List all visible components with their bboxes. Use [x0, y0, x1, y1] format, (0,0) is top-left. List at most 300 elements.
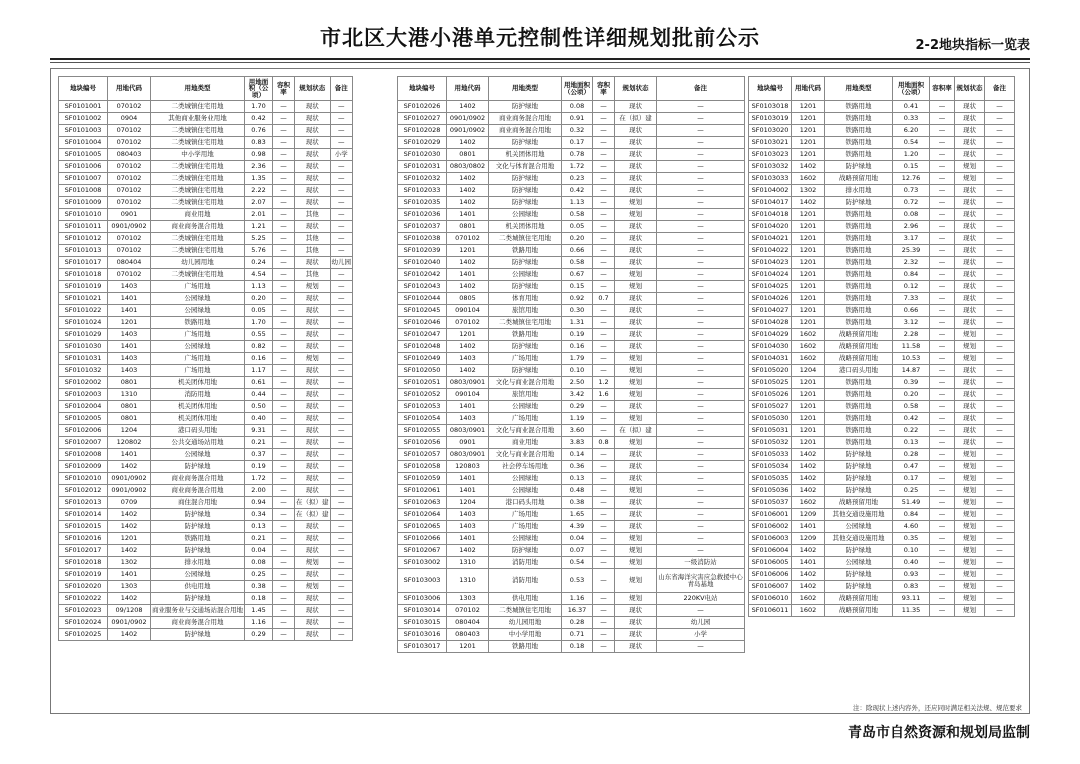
cell-far: —	[273, 137, 295, 149]
cell-area: 0.83	[245, 137, 273, 149]
cell-code: SF0101011	[59, 221, 108, 233]
cell-far: —	[273, 473, 295, 485]
cell-note: —	[657, 389, 745, 401]
cell-area: 3.17	[893, 233, 930, 245]
cell-use-type: 公园绿地	[489, 485, 562, 497]
cell-area: 0.84	[893, 269, 930, 281]
cell-status: 现状	[295, 401, 331, 413]
cell-status: 现状	[295, 329, 331, 341]
cell-code: SF0102039	[398, 245, 447, 257]
cell-status: 现状	[615, 509, 657, 521]
cell-far: —	[930, 425, 955, 437]
cell-code: SF0106011	[749, 605, 792, 617]
cell-use-code: 1402	[108, 545, 151, 557]
cell-code: SF0102019	[59, 569, 108, 581]
cell-note: —	[985, 269, 1015, 281]
column-header-use-code: 用地代码	[108, 77, 151, 101]
cell-use-type: 广场用地	[151, 281, 245, 293]
cell-area: 0.53	[562, 569, 593, 593]
cell-code: SF0102008	[59, 449, 108, 461]
cell-far: —	[593, 113, 615, 125]
cell-status: 现状	[295, 617, 331, 629]
cell-use-code: 1201	[792, 137, 825, 149]
cell-area: 0.07	[562, 545, 593, 557]
cell-area: 93.11	[893, 593, 930, 605]
cell-code: SF0101007	[59, 173, 108, 185]
cell-status: 现状	[955, 389, 985, 401]
cell-far: —	[930, 497, 955, 509]
cell-use-type: 防护绿地	[489, 137, 562, 149]
cell-far: —	[593, 629, 615, 641]
table-row	[398, 341, 745, 353]
cell-far: —	[273, 221, 295, 233]
table-row	[398, 521, 745, 533]
cell-use-code: 0801	[447, 221, 489, 233]
cell-status: 规划	[295, 353, 331, 365]
cell-status: 现状	[295, 533, 331, 545]
table-row	[749, 509, 1015, 521]
cell-code: SF0104023	[749, 257, 792, 269]
cell-code: SF0102030	[398, 149, 447, 161]
table-row	[59, 245, 353, 257]
cell-status: 现状	[615, 185, 657, 197]
cell-status: 现状	[295, 449, 331, 461]
cell-use-code: 1401	[447, 473, 489, 485]
table-row	[749, 449, 1015, 461]
table-row	[398, 329, 745, 341]
cell-note: —	[657, 521, 745, 533]
cell-use-code: 120803	[447, 461, 489, 473]
cell-use-code: 1402	[108, 461, 151, 473]
cell-code: SF0102064	[398, 509, 447, 521]
cell-use-code: 1201	[447, 641, 489, 653]
cell-code: SF0102040	[398, 257, 447, 269]
cell-status: 规划	[955, 353, 985, 365]
cell-far: —	[593, 173, 615, 185]
cell-use-type: 防护绿地	[825, 485, 893, 497]
cell-status: 规划	[955, 329, 985, 341]
cell-use-type: 机关团体用地	[489, 221, 562, 233]
cell-note: 220KV电站	[657, 593, 745, 605]
cell-status: 现状	[615, 293, 657, 305]
cell-code: SF0102066	[398, 533, 447, 545]
cell-area: 0.13	[893, 437, 930, 449]
cell-use-type: 二类城镇住宅用地	[151, 233, 245, 245]
cell-code: SF0102023	[59, 605, 108, 617]
cell-use-code: 1209	[792, 509, 825, 521]
table-row	[59, 209, 353, 221]
cell-status: 现状	[295, 317, 331, 329]
column-header-use-type: 用地类型	[825, 77, 893, 101]
table-row	[749, 413, 1015, 425]
cell-use-code: 1403	[447, 521, 489, 533]
cell-note: —	[330, 281, 353, 293]
cell-use-code: 1602	[792, 329, 825, 341]
cell-code: SF0102028	[398, 125, 447, 137]
cell-note: —	[985, 101, 1015, 113]
cell-far: —	[930, 101, 955, 113]
cell-use-code: 070102	[447, 605, 489, 617]
cell-code: SF0103016	[398, 629, 447, 641]
cell-use-type: 二类城镇住宅用地	[151, 185, 245, 197]
cell-use-type: 商业服务业与交通场站混合用地	[151, 605, 245, 617]
cell-note: —	[330, 473, 353, 485]
cell-far: —	[273, 437, 295, 449]
cell-use-code: 1402	[447, 101, 489, 113]
cell-status: 现状	[295, 305, 331, 317]
cell-area: 0.40	[245, 413, 273, 425]
table-row	[59, 161, 353, 173]
cell-area: 0.18	[562, 641, 593, 653]
cell-use-type: 二类城镇住宅用地	[151, 161, 245, 173]
column-header-code: 地块编号	[749, 77, 792, 101]
cell-status: 规划	[955, 593, 985, 605]
indicator-table-1	[58, 76, 353, 641]
cell-far: —	[273, 377, 295, 389]
column-header-use-code: 用地代码	[792, 77, 825, 101]
cell-use-type: 防护绿地	[489, 365, 562, 377]
cell-code: SF0105031	[749, 425, 792, 437]
cell-area: 4.39	[562, 521, 593, 533]
cell-note: —	[330, 557, 353, 569]
table-row	[59, 101, 353, 113]
cell-status: 现状	[295, 197, 331, 209]
cell-code: SF0104024	[749, 269, 792, 281]
column-header-area: 用地面积（公顷）	[245, 77, 273, 101]
cell-use-code: 1402	[792, 449, 825, 461]
cell-use-code: 1602	[792, 341, 825, 353]
table-row	[59, 509, 353, 521]
cell-use-type: 商住混合用地	[151, 497, 245, 509]
cell-use-code: 090104	[447, 389, 489, 401]
cell-use-type: 广场用地	[489, 509, 562, 521]
cell-area: 0.40	[893, 557, 930, 569]
table-row	[398, 293, 745, 305]
table-row	[749, 257, 1015, 269]
cell-far: —	[930, 221, 955, 233]
table-row	[749, 245, 1015, 257]
cell-use-type: 战略预留用地	[825, 353, 893, 365]
cell-area: 0.84	[893, 509, 930, 521]
cell-use-code: 070102	[108, 269, 151, 281]
cell-far: —	[273, 521, 295, 533]
cell-note: —	[657, 485, 745, 497]
cell-use-code: 1402	[447, 281, 489, 293]
cell-status: 现状	[295, 137, 331, 149]
table-row	[749, 341, 1015, 353]
cell-status: 规划	[615, 485, 657, 497]
cell-far: —	[273, 617, 295, 629]
cell-note: —	[657, 341, 745, 353]
footnote: 注：除现状上述内容外，还应同时满足相关法规、规范要求	[853, 704, 1022, 712]
cell-status: 现状	[615, 473, 657, 485]
cell-far: —	[930, 185, 955, 197]
table-row	[398, 605, 745, 617]
table-row	[749, 305, 1015, 317]
cell-use-type: 铁路用地	[825, 437, 893, 449]
cell-status: 现状	[295, 341, 331, 353]
cell-use-code: 090104	[447, 305, 489, 317]
table-row	[59, 257, 353, 269]
cell-status: 规划	[615, 569, 657, 593]
cell-note: —	[330, 269, 353, 281]
cell-use-type: 铁路用地	[825, 281, 893, 293]
cell-use-type: 公园绿地	[489, 269, 562, 281]
cell-use-code: 1403	[108, 329, 151, 341]
cell-code: SF0102029	[398, 137, 447, 149]
cell-note: —	[330, 173, 353, 185]
cell-far: —	[930, 533, 955, 545]
cell-status: 现状	[295, 257, 331, 269]
cell-code: SF0105025	[749, 377, 792, 389]
cell-far: —	[930, 605, 955, 617]
cell-far: —	[593, 521, 615, 533]
cell-code: SF0102002	[59, 377, 108, 389]
cell-status: 规划	[955, 473, 985, 485]
cell-area: 0.29	[562, 401, 593, 413]
cell-code: SF0102037	[398, 221, 447, 233]
table-row	[398, 233, 745, 245]
cell-code: SF0104031	[749, 353, 792, 365]
cell-far: —	[593, 341, 615, 353]
table-row	[749, 497, 1015, 509]
cell-area: 1.70	[245, 101, 273, 113]
cell-note: —	[985, 353, 1015, 365]
cell-status: 现状	[615, 257, 657, 269]
cell-use-type: 文化与商业混合用地	[489, 377, 562, 389]
cell-area: 3.83	[562, 437, 593, 449]
table-row	[59, 233, 353, 245]
cell-area: 0.23	[562, 173, 593, 185]
cell-far: —	[273, 509, 295, 521]
table-row	[398, 317, 745, 329]
column-header-far: 容积率	[273, 77, 295, 101]
cell-note: —	[330, 137, 353, 149]
cell-far: —	[273, 449, 295, 461]
table-row	[398, 197, 745, 209]
cell-area: 0.82	[245, 341, 273, 353]
cell-code: SF0101002	[59, 113, 108, 125]
cell-code: SF0102050	[398, 365, 447, 377]
cell-status: 现状	[295, 173, 331, 185]
cell-area: 0.16	[245, 353, 273, 365]
cell-use-code: 1402	[447, 341, 489, 353]
cell-use-type: 公共交通场站用地	[151, 437, 245, 449]
cell-note: —	[985, 317, 1015, 329]
cell-use-type: 战略预留用地	[825, 605, 893, 617]
cell-use-code: 0901/0902	[108, 485, 151, 497]
table-row	[749, 173, 1015, 185]
cell-code: SF0106006	[749, 569, 792, 581]
cell-code: SF0102058	[398, 461, 447, 473]
cell-far: —	[930, 305, 955, 317]
cell-status: 现状	[295, 593, 331, 605]
table-row	[749, 113, 1015, 125]
cell-use-type: 机关团体用地	[151, 401, 245, 413]
cell-far: —	[273, 497, 295, 509]
cell-code: SF0102005	[59, 413, 108, 425]
cell-status: 现状	[955, 113, 985, 125]
cell-note: —	[985, 341, 1015, 353]
table-row	[749, 521, 1015, 533]
cell-use-type: 二类城镇住宅用地	[151, 245, 245, 257]
table-row	[749, 137, 1015, 149]
cell-use-code: 1303	[108, 581, 151, 593]
cell-area: 1.31	[562, 317, 593, 329]
cell-use-code: 1602	[792, 605, 825, 617]
cell-status: 现状	[615, 497, 657, 509]
cell-code: SF0102017	[59, 545, 108, 557]
cell-use-code: 1402	[447, 365, 489, 377]
cell-far: —	[273, 581, 295, 593]
cell-code: SF0102051	[398, 377, 447, 389]
cell-code: SF0102032	[398, 173, 447, 185]
cell-far: —	[930, 353, 955, 365]
cell-use-code: 1402	[447, 137, 489, 149]
cell-note: —	[985, 293, 1015, 305]
cell-note: —	[985, 449, 1015, 461]
cell-status: 现状	[615, 521, 657, 533]
cell-far: 1.2	[593, 377, 615, 389]
cell-far: —	[273, 125, 295, 137]
cell-far: —	[930, 173, 955, 185]
cell-code: SF0105034	[749, 461, 792, 473]
cell-use-type: 防护绿地	[825, 473, 893, 485]
cell-use-type: 广场用地	[151, 365, 245, 377]
cell-far: —	[593, 125, 615, 137]
cell-status: 现状	[295, 413, 331, 425]
table-row	[749, 293, 1015, 305]
cell-far: —	[273, 461, 295, 473]
table-row	[59, 521, 353, 533]
cell-code: SF0102042	[398, 269, 447, 281]
table-row	[59, 365, 353, 377]
cell-use-type: 铁路用地	[825, 209, 893, 221]
cell-code: SF0101031	[59, 353, 108, 365]
cell-far: —	[930, 245, 955, 257]
cell-area: 1.65	[562, 509, 593, 521]
cell-use-code: 0803/0802	[447, 161, 489, 173]
cell-use-code: 1201	[792, 377, 825, 389]
cell-code: SF0102009	[59, 461, 108, 473]
cell-use-code: 1204	[108, 425, 151, 437]
cell-code: SF0101017	[59, 257, 108, 269]
cell-use-type: 铁路用地	[825, 245, 893, 257]
cell-use-type: 防护绿地	[489, 101, 562, 113]
cell-status: 现状	[955, 257, 985, 269]
cell-area: 0.04	[245, 545, 273, 557]
cell-code: SF0105030	[749, 413, 792, 425]
cell-status: 现状	[295, 185, 331, 197]
cell-use-code: 1302	[792, 185, 825, 197]
column-header-status: 规划状态	[615, 77, 657, 101]
table-row	[59, 485, 353, 497]
cell-use-code: 1201	[792, 389, 825, 401]
cell-area: 0.61	[245, 377, 273, 389]
cell-code: SF0101010	[59, 209, 108, 221]
cell-note: —	[985, 533, 1015, 545]
table-row	[59, 137, 353, 149]
cell-area: 3.60	[562, 425, 593, 437]
table-row	[749, 125, 1015, 137]
table-row	[398, 437, 745, 449]
table-row	[749, 221, 1015, 233]
cell-note: —	[330, 509, 353, 521]
cell-use-code: 1402	[792, 461, 825, 473]
cell-far: —	[930, 257, 955, 269]
cell-note: —	[985, 401, 1015, 413]
table-row	[59, 581, 353, 593]
cell-code: SF0101005	[59, 149, 108, 161]
cell-use-type: 铁路用地	[825, 305, 893, 317]
cell-area: 25.39	[893, 245, 930, 257]
cell-status: 规划	[615, 269, 657, 281]
cell-use-type: 铁路用地	[151, 317, 245, 329]
cell-use-code: 0801	[108, 401, 151, 413]
cell-area: 0.13	[562, 473, 593, 485]
cell-status: 规划	[955, 545, 985, 557]
cell-use-type: 文化与体育混合用地	[489, 161, 562, 173]
cell-use-type: 铁路用地	[825, 377, 893, 389]
cell-use-type: 防护绿地	[489, 545, 562, 557]
cell-note: —	[985, 389, 1015, 401]
cell-far: —	[273, 593, 295, 605]
table-row	[749, 581, 1015, 593]
cell-use-code: 0709	[108, 497, 151, 509]
cell-code: SF0102015	[59, 521, 108, 533]
cell-use-code: 1201	[447, 245, 489, 257]
cell-far: 0.8	[593, 437, 615, 449]
cell-code: SF0102024	[59, 617, 108, 629]
cell-area: 0.20	[562, 233, 593, 245]
cell-code: SF0101022	[59, 305, 108, 317]
cell-code: SF0102048	[398, 341, 447, 353]
cell-status: 现状	[295, 485, 331, 497]
table-row	[749, 161, 1015, 173]
cell-far: —	[273, 389, 295, 401]
cell-note: —	[330, 209, 353, 221]
cell-use-type: 商业商务混合用地	[151, 617, 245, 629]
cell-far: —	[273, 425, 295, 437]
table-row	[398, 185, 745, 197]
cell-note: —	[657, 161, 745, 173]
cell-status: 现状	[295, 629, 331, 641]
cell-far: —	[930, 137, 955, 149]
cell-use-code: 1201	[108, 533, 151, 545]
cell-note: —	[330, 389, 353, 401]
cell-use-code: 1401	[108, 305, 151, 317]
cell-use-type: 防护绿地	[151, 629, 245, 641]
cell-note: —	[985, 437, 1015, 449]
cell-use-type: 防护绿地	[151, 545, 245, 557]
cell-note: —	[330, 545, 353, 557]
table-row	[398, 473, 745, 485]
cell-status: 现状	[615, 305, 657, 317]
table-row	[59, 125, 353, 137]
cell-status: 现状	[615, 341, 657, 353]
cell-status: 其他	[295, 269, 331, 281]
cell-area: 0.10	[893, 545, 930, 557]
cell-use-code: 1401	[447, 485, 489, 497]
cell-far: —	[593, 605, 615, 617]
column-header-far: 容积率	[593, 77, 615, 101]
cell-note: —	[330, 461, 353, 473]
cell-area: 0.55	[245, 329, 273, 341]
cell-note: 一级消防站	[657, 557, 745, 569]
cell-code: SF0102063	[398, 497, 447, 509]
cell-use-type: 二类城镇住宅用地	[151, 101, 245, 113]
cell-area: 0.73	[893, 185, 930, 197]
